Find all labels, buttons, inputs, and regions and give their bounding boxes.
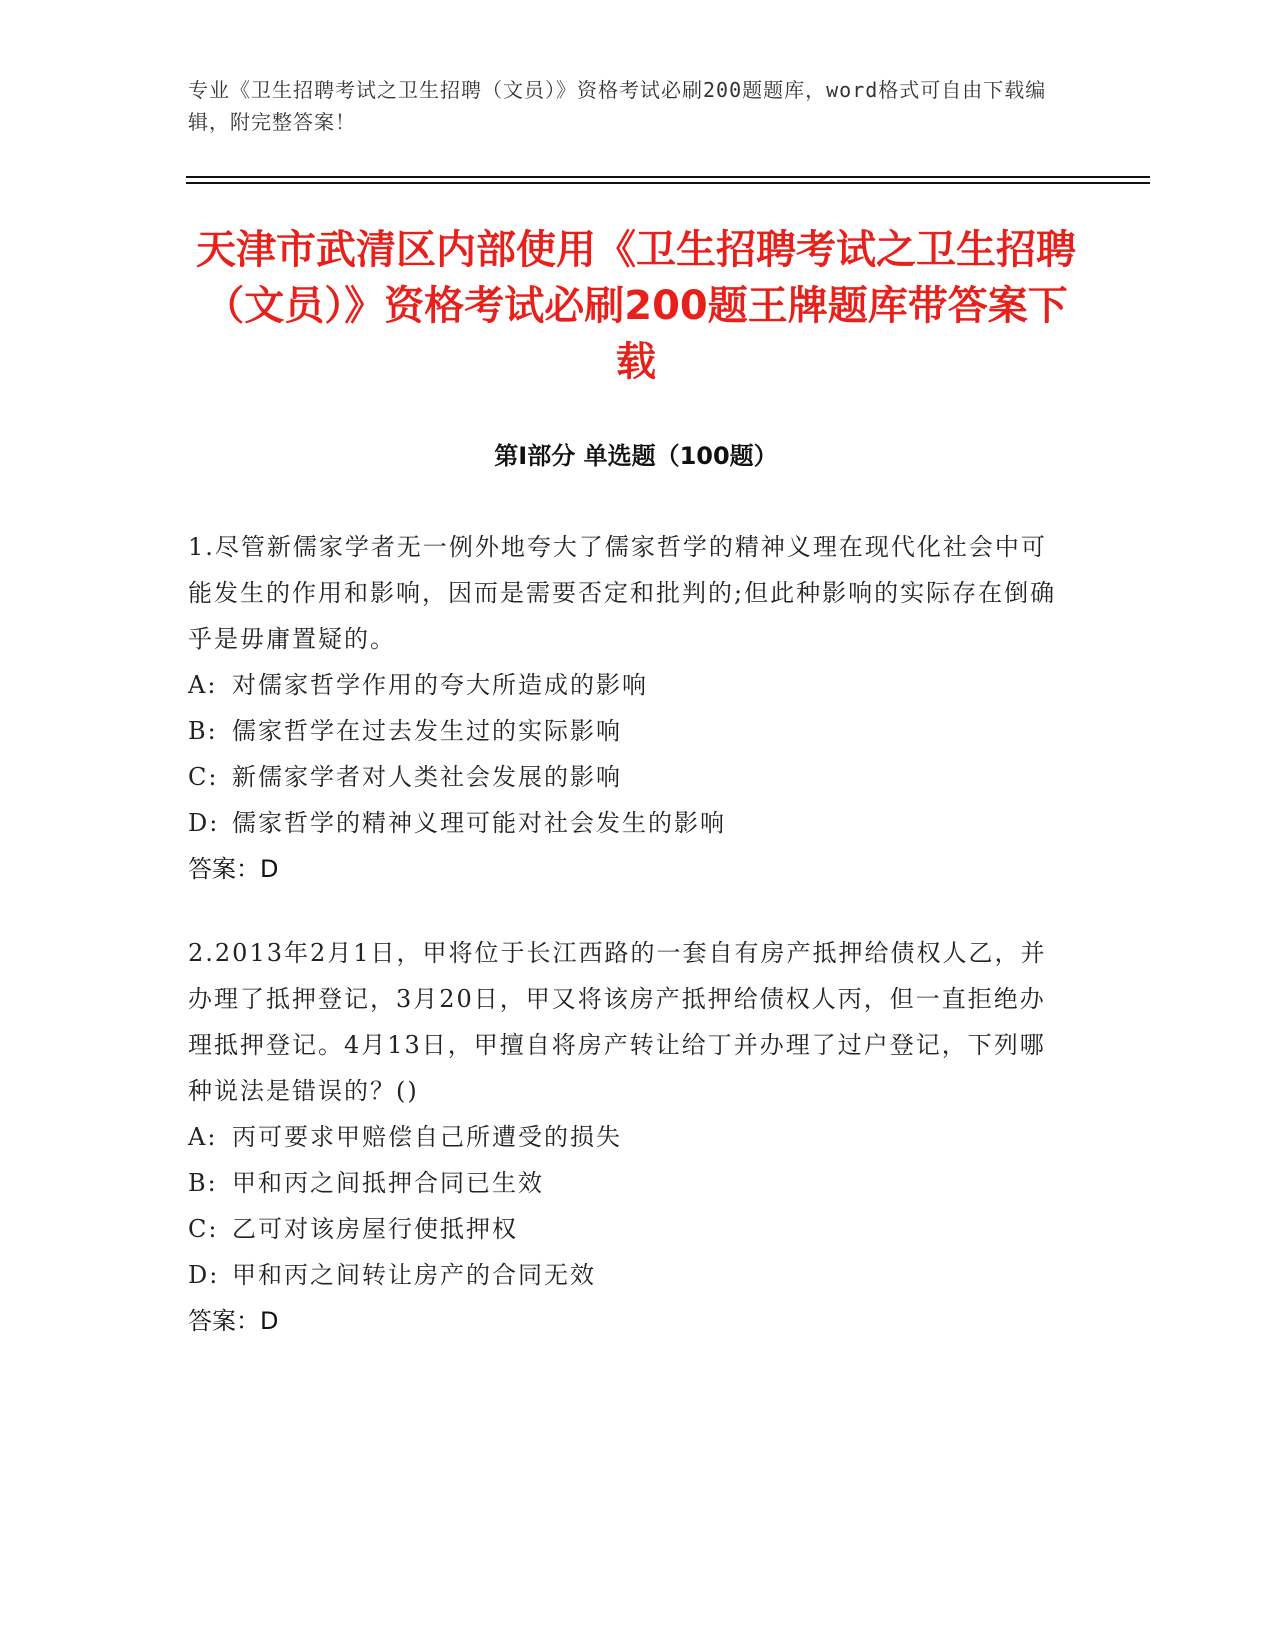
- option-letter: A:: [188, 671, 218, 699]
- option-b: [188, 708, 1068, 754]
- option-text: 对儒家哲学作用的夸大所造成的影响: [232, 671, 648, 699]
- option-letter: D:: [188, 809, 220, 837]
- option-text: 甲和丙之间转让房产的合同无效: [232, 1261, 596, 1289]
- option-text: 儒家哲学的精神义理可能对社会发生的影响: [232, 809, 726, 837]
- option-text: 甲和丙之间抵押合同已生效: [232, 1169, 544, 1197]
- header-divider-top: [186, 176, 1150, 178]
- option-d: [188, 800, 1068, 846]
- answer-label: 答案：D: [188, 1307, 279, 1335]
- question-1: [188, 524, 1068, 892]
- option-d: [188, 1252, 1068, 1298]
- option-letter: D:: [188, 1261, 220, 1289]
- option-text: 乙可对该房屋行使抵押权: [232, 1215, 518, 1243]
- option-text: 儒家哲学在过去发生过的实际影响: [232, 717, 622, 745]
- option-b: [188, 1160, 1068, 1206]
- option-a: [188, 1114, 1068, 1160]
- option-letter: B:: [188, 1169, 218, 1197]
- option-text: 丙可要求甲赔偿自己所遭受的损失: [232, 1123, 622, 1151]
- section-title: 第Ⅰ部分 单选题（100题）: [494, 442, 778, 470]
- question-stem: 2.2013年2月1日，甲将位于长江西路的一套自有房产抵押给债权人乙，并办理了抵押登记，3月20日，甲又将该房产抵押给债权人丙，但一直拒绝办理抵押登记。4月13日，甲擅自将房产转让给丁并办理了过户登记，下列哪种说法是错误的？(): [188, 939, 1047, 1105]
- header-note: 专业《卫生招聘考试之卫生招聘（文员）》资格考试必刷200题题库，word格式可自由下载编辑，附完整答案！: [188, 78, 1047, 134]
- option-letter: B:: [188, 717, 218, 745]
- question-2: [188, 930, 1068, 1344]
- option-text: 新儒家学者对人类社会发展的影响: [232, 763, 622, 791]
- option-c: [188, 1206, 1068, 1252]
- document-title: 天津市武清区内部使用《卫生招聘考试之卫生招聘（文员）》资格考试必刷200题王牌题库带答案下载: [196, 227, 1076, 385]
- option-c: [188, 754, 1068, 800]
- option-letter: C:: [188, 763, 219, 791]
- option-a: [188, 662, 1068, 708]
- option-letter: C:: [188, 1215, 219, 1243]
- question-stem: 1.尽管新儒家学者无一例外地夸大了儒家哲学的精神义理在现代化社会中可能发生的作用和影响，因而是需要否定和批判的;但此种影响的实际存在倒确乎是毋庸置疑的。: [188, 533, 1057, 653]
- option-letter: A:: [188, 1123, 218, 1151]
- header-divider-bottom: [186, 182, 1150, 184]
- answer-label: 答案：D: [188, 855, 279, 883]
